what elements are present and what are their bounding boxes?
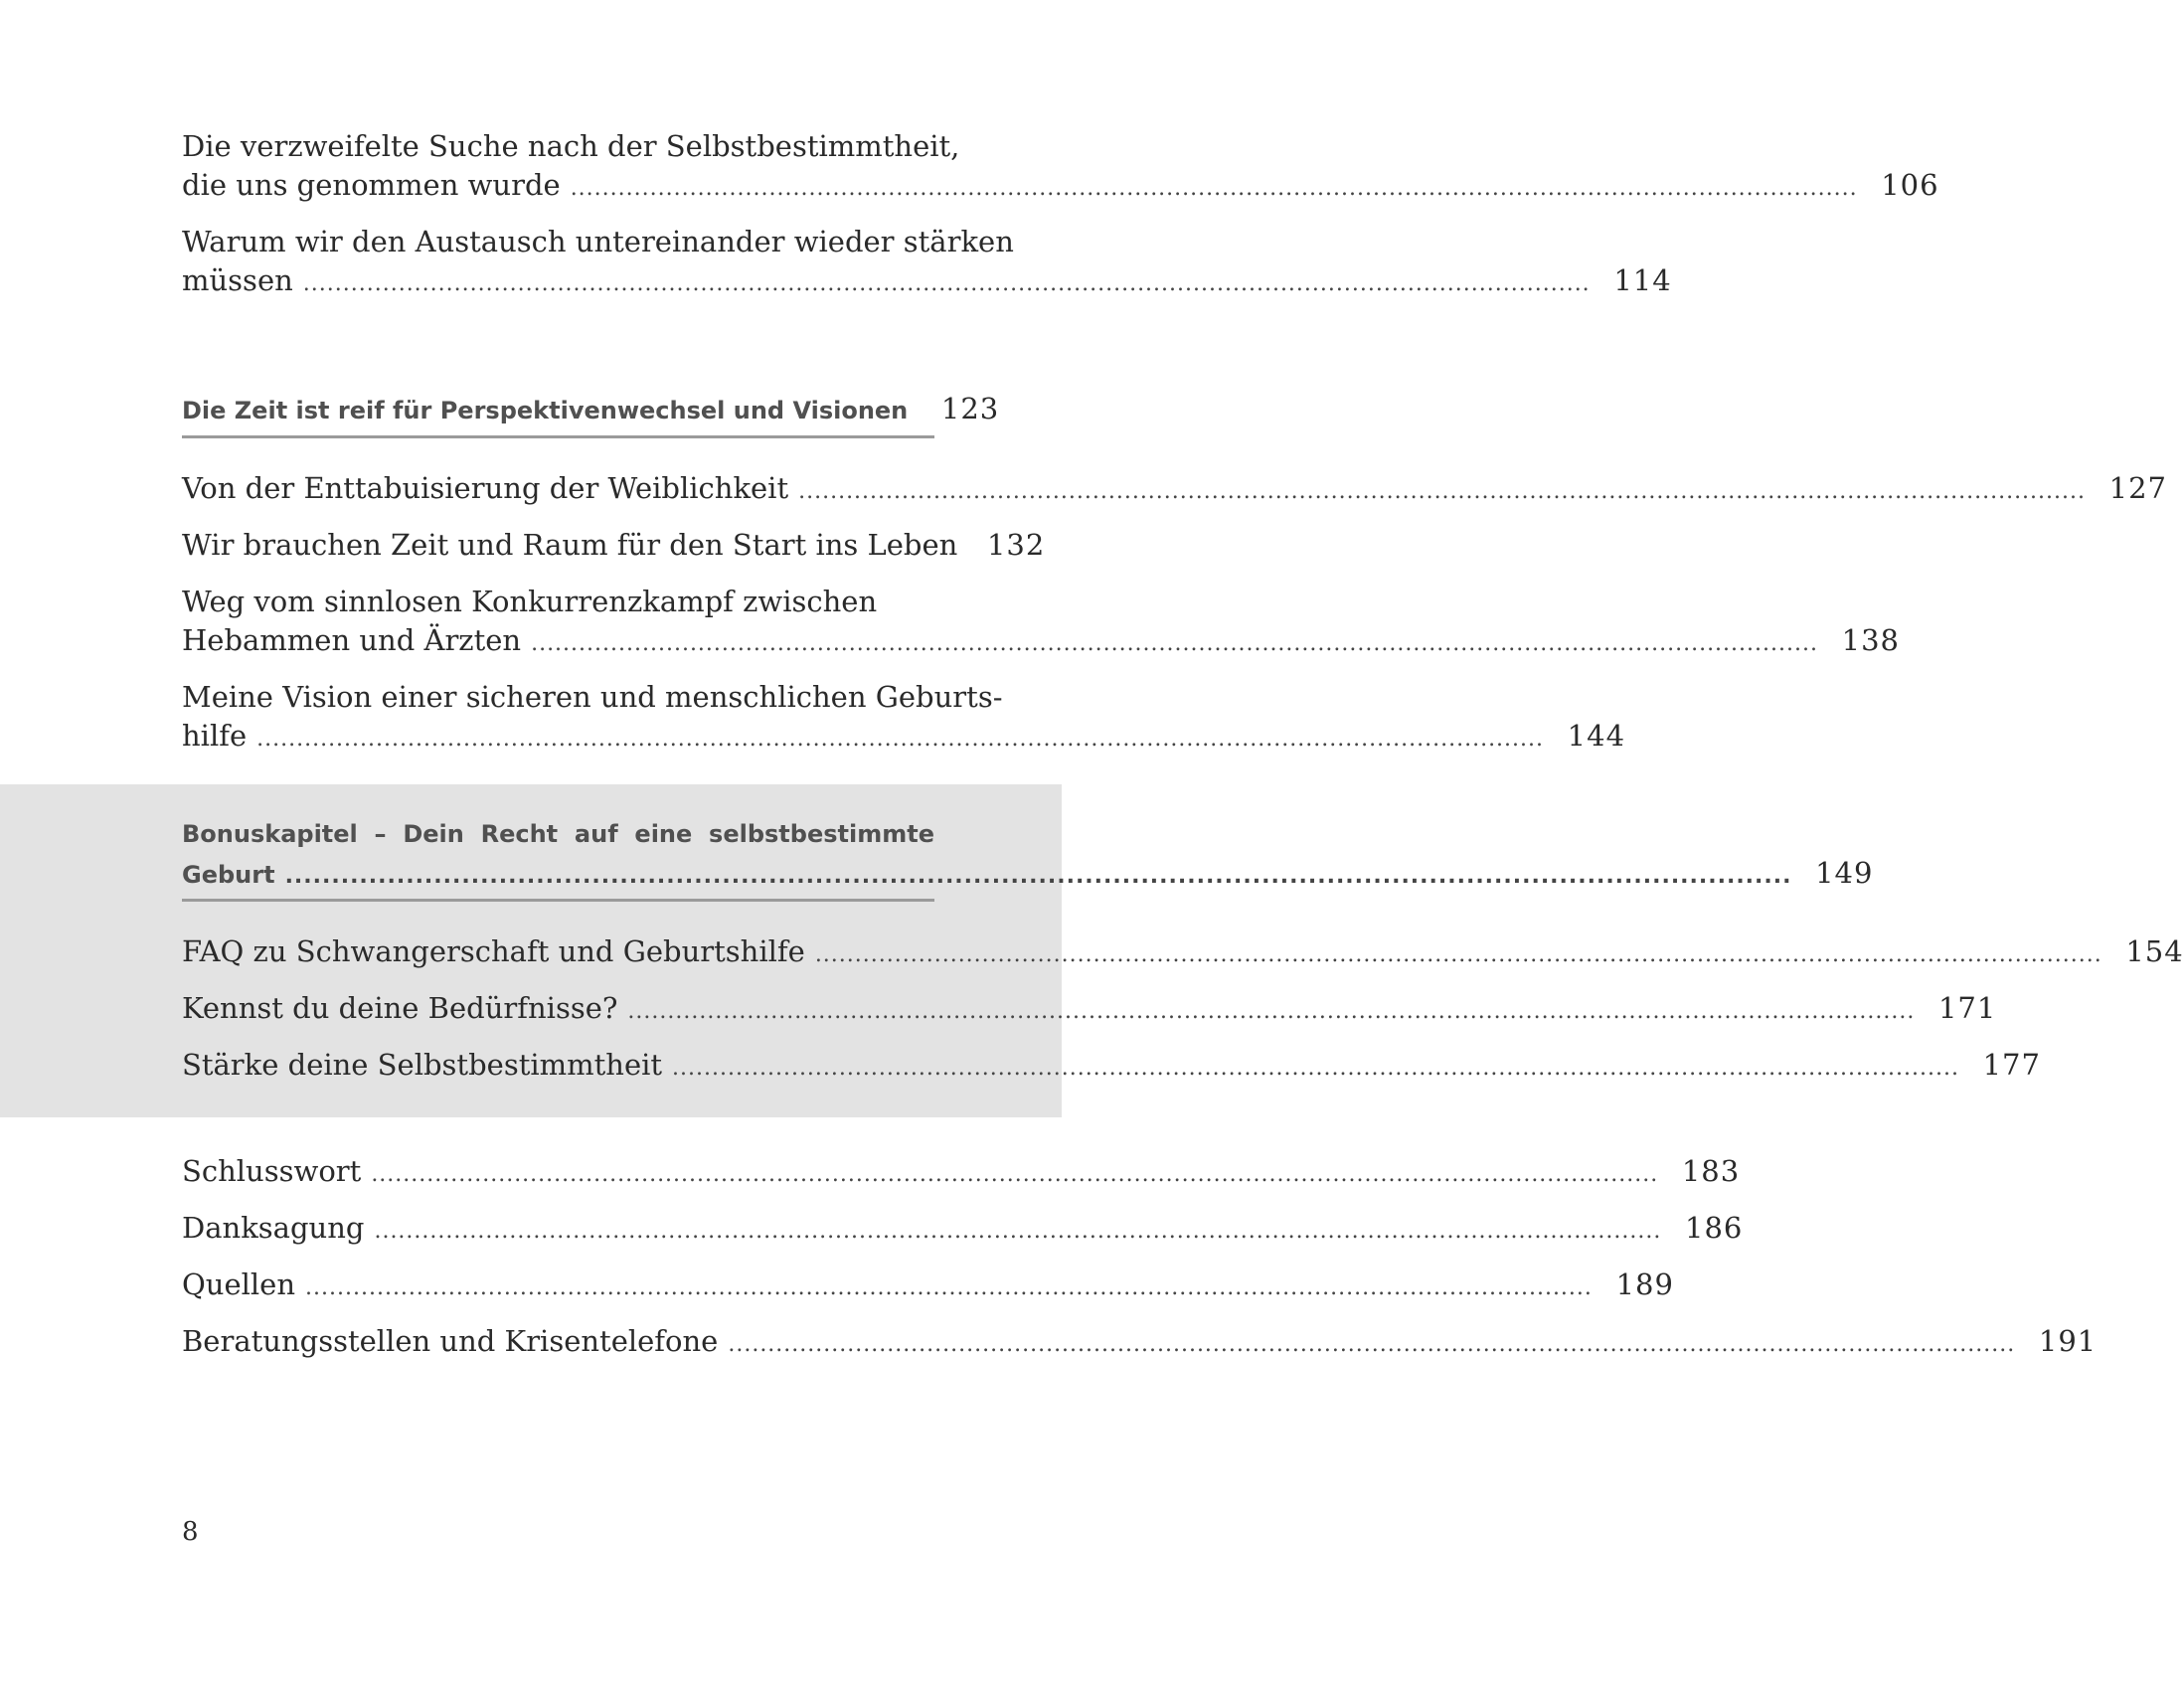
toc-back-matter (182, 1152, 2098, 1364)
leader-dots: .................................................................................................................................................................. (531, 631, 1818, 656)
toc-page-number: 154 (2125, 934, 2184, 968)
leader-dots: .................................................................................................................................................................. (302, 271, 1591, 296)
toc-section-perspektiv (182, 469, 2168, 759)
leader-dots: .................................................................................................................................................................. (728, 1332, 2016, 1357)
leader-dots: .................................................................................................................................................................. (627, 999, 1916, 1024)
toc-page-number: 106 (1881, 168, 1939, 202)
toc-page-number: 177 (1982, 1048, 2041, 1082)
leader-dots: .................................................................................................................................................................. (284, 864, 1792, 889)
toc-entry[interactable] (182, 932, 2184, 974)
leader-dots: .................................................................................................................................................................. (570, 176, 1858, 201)
page-number: 8 (182, 1517, 199, 1547)
toc-page-number: 127 (2108, 471, 2168, 505)
toc-entry[interactable] (182, 1046, 2041, 1088)
toc-entry-line1: Meine Vision einer sicheren und menschlichen Geburts- (182, 680, 1003, 714)
leader-dots: .................................................................................................................................................................. (256, 727, 1545, 752)
toc-page-number: 189 (1615, 1267, 1674, 1301)
chapter-heading-bonus[interactable] (182, 815, 1874, 896)
leader-dots: .................................................................................................................................................................. (798, 479, 2087, 504)
toc-entry-line2: hilfe (182, 719, 248, 753)
toc-section-top (182, 127, 1939, 303)
chapter-title-line2: Geburt (182, 861, 275, 889)
toc-entry[interactable] (182, 1209, 1744, 1251)
toc-page-number: 171 (1937, 991, 1997, 1025)
toc-entry-line1: Weg vom sinnlosen Konkurrenzkampf zwischen (182, 585, 878, 618)
toc-entry-title: Kennst du deine Bedürfnisse? (182, 991, 618, 1025)
leader-dots: .................................................................................................................................................................. (672, 1056, 1959, 1081)
toc-entry-title: Quellen (182, 1267, 296, 1301)
toc-entry[interactable] (182, 1266, 1674, 1307)
toc-page-number: 138 (1841, 623, 1900, 657)
toc-entry-title: Danksagung (182, 1211, 365, 1245)
leader-dots: .................................................................................................................................................................. (371, 1162, 1659, 1187)
chapter-heading-perspektiv[interactable] (182, 390, 1000, 431)
toc-page-number: 183 (1681, 1154, 1741, 1188)
toc-entry-title: FAQ zu Schwangerschaft und Geburtshilfe (182, 934, 805, 968)
chapter-rule (182, 435, 934, 438)
toc-entry-title: Schlusswort (182, 1154, 362, 1188)
toc-entry-line2: Hebammen und Ärzten (182, 623, 522, 657)
toc-page-number: 186 (1685, 1211, 1744, 1245)
toc-entry[interactable] (182, 989, 1997, 1031)
toc-entry-line1: Warum wir den Austausch untereinander wieder stärken (182, 225, 1014, 258)
toc-page-number: 132 (986, 528, 1046, 562)
toc-entry[interactable] (182, 1322, 2098, 1364)
toc-entry-title: Stärke deine Selbstbestimmtheit (182, 1048, 663, 1082)
toc-entry-title: Wir brauchen Zeit und Raum für den Start ins Leben (182, 528, 958, 562)
toc-entry-title: Von der Enttabuisierung der Weiblichkeit (182, 471, 789, 505)
toc-page-number: 191 (2038, 1324, 2098, 1358)
leader-dots: .................................................................................................................................................................. (814, 942, 2102, 967)
chapter-title: Die Zeit ist reif für Perspektivenwechsel und Visionen (182, 397, 909, 424)
toc-entry[interactable] (182, 223, 1672, 303)
chapter-rule (182, 899, 934, 902)
leader-dots: .................................................................................................................................................................. (374, 1219, 1662, 1244)
chapter-title-line1: Bonuskapitel – Dein Recht auf eine selbstbestimmte (182, 820, 934, 848)
toc-entry[interactable] (182, 469, 2168, 511)
toc-entry[interactable] (182, 1152, 1741, 1194)
toc-entry-line2: müssen (182, 263, 293, 297)
toc-section-bonus (182, 932, 2184, 1088)
leader-dots: .................................................................................................................................................................. (305, 1275, 1593, 1300)
toc-entry[interactable] (182, 127, 1939, 208)
toc-entry[interactable] (182, 678, 1626, 759)
toc-entry-title: Beratungsstellen und Krisentelefone (182, 1324, 719, 1358)
toc-entry-line2: die uns genommen wurde (182, 168, 561, 202)
toc-page-number: 144 (1567, 719, 1626, 753)
toc-entry[interactable] (182, 526, 1046, 568)
toc-page-number: 149 (1815, 856, 1874, 890)
toc-page-number: 123 (940, 392, 1000, 425)
toc-entry-line1: Die verzweifelte Suche nach der Selbstbestimmtheit, (182, 129, 960, 163)
toc-page-number: 114 (1613, 263, 1672, 297)
toc-entry[interactable] (182, 583, 1900, 663)
